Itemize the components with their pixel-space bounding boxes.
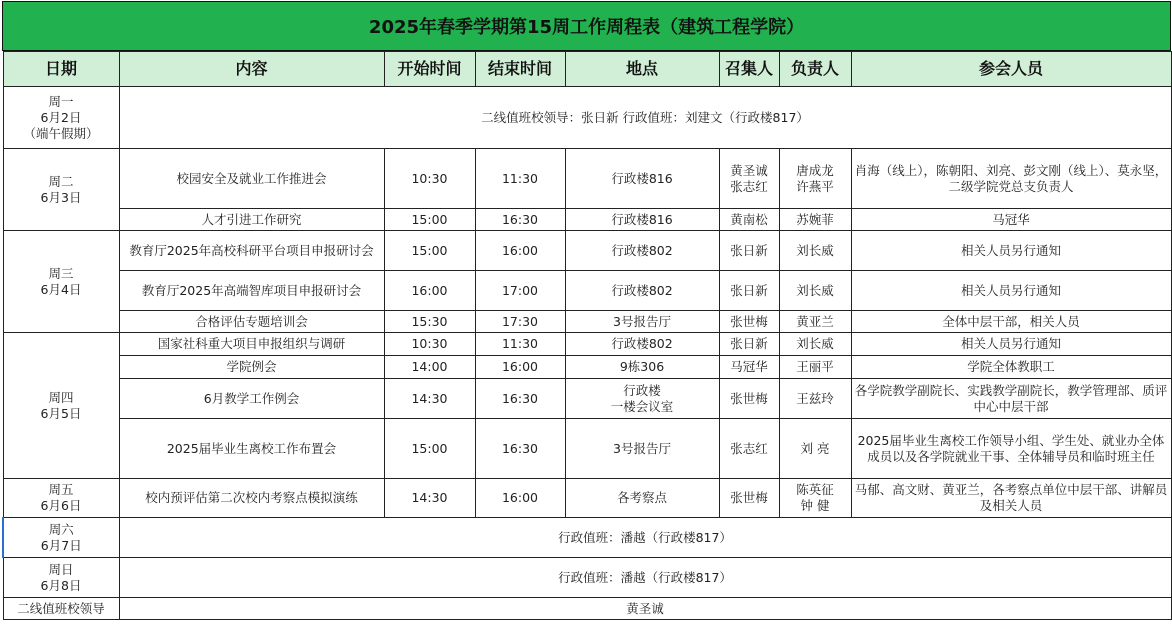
row-end: 17:00 — [475, 271, 565, 311]
table-row — [3, 419, 1171, 479]
row-place: 3号报告厅 — [565, 311, 719, 333]
row-owner: 刘长威 — [779, 231, 851, 271]
day-tuesday: 周二 6月3日 — [3, 149, 119, 231]
row-end: 16:30 — [475, 209, 565, 231]
row-attendees: 全体中层干部，相关人员 — [851, 311, 1171, 333]
table-row — [3, 379, 1171, 419]
day-sunday: 周日 6月8日 — [3, 558, 119, 598]
row-start: 10:30 — [384, 149, 475, 209]
row-place: 行政楼802 — [565, 271, 719, 311]
row-start: 15:00 — [384, 419, 475, 479]
row-end: 17:30 — [475, 311, 565, 333]
row-place: 各考察点 — [565, 479, 719, 518]
monday-duty-note: 二线值班校领导：张日新 行政值班：刘建文（行政楼817） — [119, 87, 1171, 149]
row-content: 校内预评估第二次校内考察点模拟演练 — [119, 479, 384, 518]
header-end: 结束时间 — [475, 52, 565, 87]
row-place: 行政楼 一楼会议室 — [565, 379, 719, 419]
table-row — [3, 518, 1171, 558]
day-friday: 周五 6月6日 — [3, 479, 119, 518]
row-attendees: 马冠华 — [851, 209, 1171, 231]
day-thursday: 周四 6月5日 — [3, 333, 119, 479]
row-end: 16:30 — [475, 419, 565, 479]
row-convener: 黄南松 — [719, 209, 779, 231]
table-row — [3, 149, 1171, 209]
row-end: 16:30 — [475, 379, 565, 419]
row-place: 行政楼816 — [565, 149, 719, 209]
row-place: 9栋306 — [565, 356, 719, 379]
row-start: 14:30 — [384, 379, 475, 419]
row-content: 人才引进工作研究 — [119, 209, 384, 231]
row-start: 15:00 — [384, 209, 475, 231]
row-content: 校园安全及就业工作推进会 — [119, 149, 384, 209]
header-row — [3, 52, 1171, 87]
row-content: 学院例会 — [119, 356, 384, 379]
header-place: 地点 — [565, 52, 719, 87]
table-row — [3, 333, 1171, 356]
row-owner: 刘长威 — [779, 271, 851, 311]
row-content: 教育厅2025年高端智库项目申报研讨会 — [119, 271, 384, 311]
day-monday: 周一 6月2日 （端午假期） — [3, 87, 119, 149]
duty-leader-value: 黄圣诚 — [119, 598, 1171, 620]
row-start: 10:30 — [384, 333, 475, 356]
table-row — [3, 271, 1171, 311]
row-end: 16:00 — [475, 356, 565, 379]
table-row — [3, 231, 1171, 271]
row-convener: 张世梅 — [719, 379, 779, 419]
table-row — [3, 356, 1171, 379]
row-owner: 陈英征 钟 健 — [779, 479, 851, 518]
row-convener: 张世梅 — [719, 479, 779, 518]
row-attendees: 相关人员另行通知 — [851, 333, 1171, 356]
row-convener: 张日新 — [719, 271, 779, 311]
schedule-table — [2, 51, 1172, 620]
row-place: 3号报告厅 — [565, 419, 719, 479]
duty-leader-label: 二线值班校领导 — [3, 598, 119, 620]
row-owner: 苏婉菲 — [779, 209, 851, 231]
row-place: 行政楼802 — [565, 333, 719, 356]
row-convener: 张志红 — [719, 419, 779, 479]
table-row — [3, 558, 1171, 598]
row-convener: 张世梅 — [719, 311, 779, 333]
row-attendees: 相关人员另行通知 — [851, 231, 1171, 271]
header-date: 日期 — [3, 52, 119, 87]
table-row — [3, 479, 1171, 518]
row-end: 11:30 — [475, 149, 565, 209]
day-saturday: 周六 6月7日 — [3, 518, 119, 558]
row-content: 合格评估专题培训会 — [119, 311, 384, 333]
header-owner: 负责人 — [779, 52, 851, 87]
row-convener: 张日新 — [719, 333, 779, 356]
header-content: 内容 — [119, 52, 384, 87]
table-row — [3, 209, 1171, 231]
table-row — [3, 87, 1171, 149]
row-content: 国家社科重大项目申报组织与调研 — [119, 333, 384, 356]
row-convener: 黄圣诚 张志红 — [719, 149, 779, 209]
row-owner: 黄亚兰 — [779, 311, 851, 333]
row-owner: 王兹玲 — [779, 379, 851, 419]
row-attendees: 2025届毕业生离校工作领导小组、学生处、就业办全体成员以及各学院就业干事、全体辅导员和临时班主任 — [851, 419, 1171, 479]
row-attendees: 各学院教学副院长、实践教学副院长，教学管理部、质评中心中层干部 — [851, 379, 1171, 419]
row-content: 6月教学工作例会 — [119, 379, 384, 419]
row-convener: 张日新 — [719, 231, 779, 271]
row-start: 15:30 — [384, 311, 475, 333]
row-end: 11:30 — [475, 333, 565, 356]
row-convener: 马冠华 — [719, 356, 779, 379]
header-start: 开始时间 — [384, 52, 475, 87]
row-start: 15:00 — [384, 231, 475, 271]
row-owner: 刘长威 — [779, 333, 851, 356]
row-attendees: 相关人员另行通知 — [851, 271, 1171, 311]
row-start: 16:00 — [384, 271, 475, 311]
row-end: 16:00 — [475, 231, 565, 271]
row-attendees: 学院全体教职工 — [851, 356, 1171, 379]
table-row — [3, 311, 1171, 333]
row-attendees: 肖海（线上），陈朝阳、刘亮、彭文刚（线上）、莫永坚， 二级学院党总支负责人 — [851, 149, 1171, 209]
table-row — [3, 598, 1171, 620]
row-content: 2025届毕业生离校工作布置会 — [119, 419, 384, 479]
row-place: 行政楼816 — [565, 209, 719, 231]
row-end: 16:00 — [475, 479, 565, 518]
header-convener: 召集人 — [719, 52, 779, 87]
sunday-duty-note: 行政值班：潘越（行政楼817） — [119, 558, 1171, 598]
row-place: 行政楼802 — [565, 231, 719, 271]
row-content: 教育厅2025年高校科研平台项目申报研讨会 — [119, 231, 384, 271]
day-wednesday: 周三 6月4日 — [3, 231, 119, 333]
header-attendees: 参会人员 — [851, 52, 1171, 87]
sheet-title: 2025年春季学期第15周工作周程表（建筑工程学院） — [2, 1, 1171, 51]
row-owner: 王丽平 — [779, 356, 851, 379]
row-owner: 刘 亮 — [779, 419, 851, 479]
saturday-duty-note: 行政值班：潘越（行政楼817） — [119, 518, 1171, 558]
row-attendees: 马郁、高文财、黄亚兰，各考察点单位中层干部、讲解员及相关人员 — [851, 479, 1171, 518]
row-owner: 唐成龙 许燕平 — [779, 149, 851, 209]
row-start: 14:30 — [384, 479, 475, 518]
row-start: 14:00 — [384, 356, 475, 379]
